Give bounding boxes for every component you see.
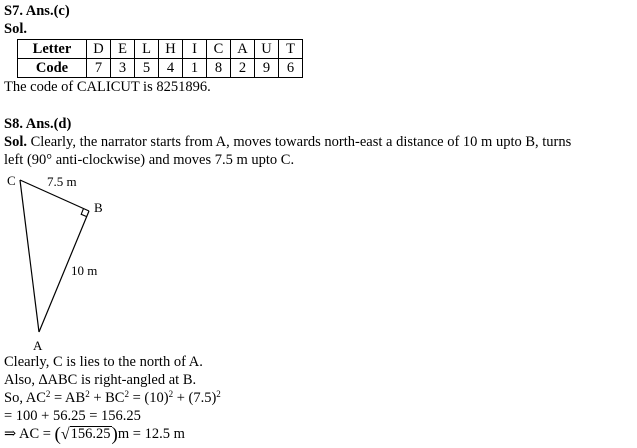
- table-cell: 9: [255, 59, 279, 78]
- eq1-sup: 2: [124, 389, 129, 399]
- table-cell: L: [135, 40, 159, 59]
- s8-line-clearly: Clearly, C is lies to the north of A.: [4, 354, 203, 370]
- close-paren: ): [111, 424, 118, 445]
- letter-code-table: [17, 39, 303, 78]
- table-row-letter: [18, 40, 303, 59]
- table-cell: T: [279, 40, 303, 59]
- table-cell: H: [159, 40, 183, 59]
- s8-line-also: Also, ∆ABC is right-angled at B.: [4, 372, 197, 388]
- s8-sol-line2: left (90° anti-clockwise) and moves 7.5 m upto C.: [4, 152, 295, 168]
- eq3-suffix: m = 12.5 m: [117, 426, 185, 442]
- eq1-part: = AB: [50, 390, 86, 406]
- s7-conclusion: The code of CALICUT is 8251896.: [4, 79, 211, 95]
- open-paren: (: [54, 424, 61, 445]
- triangle-diagram: [0, 170, 130, 352]
- vertex-label-a: A: [33, 338, 43, 352]
- vertex-label-b: B: [94, 200, 103, 215]
- table-cell: U: [255, 40, 279, 59]
- table-cell: 8: [207, 59, 231, 78]
- table-cell: C: [207, 40, 231, 59]
- radical-sign: √: [60, 426, 70, 443]
- length-label-ab: 10 m: [71, 263, 98, 278]
- radicand: 156.25: [70, 426, 111, 442]
- length-label-cb: 7.5 m: [47, 174, 77, 189]
- table-cell: D: [87, 40, 111, 59]
- s8-sol-line1: [4, 134, 571, 151]
- table-cell: 5: [135, 59, 159, 78]
- s8-equation-2: = 100 + 56.25 = 156.25: [4, 408, 141, 424]
- eq1-sup: 2: [168, 389, 174, 399]
- eq1-part: = (10): [128, 390, 169, 406]
- eq1-part: + BC: [89, 390, 125, 406]
- table-cell: 6: [279, 59, 303, 78]
- eq3-prefix: ⇒ AC =: [4, 426, 55, 442]
- s8-equation-1: [4, 390, 221, 407]
- table-cell: A: [231, 40, 255, 59]
- table-header-letter: Letter: [18, 40, 87, 59]
- eq1-sup: 2: [216, 389, 221, 399]
- eq1-part: + (7.5): [173, 390, 217, 406]
- table-row-code: [18, 59, 303, 78]
- table-cell: 7: [87, 59, 111, 78]
- eq1-part: So, AC: [4, 390, 46, 406]
- table-cell: 1: [183, 59, 207, 78]
- table-cell: I: [183, 40, 207, 59]
- table-cell: E: [111, 40, 135, 59]
- table-cell: 3: [111, 59, 135, 78]
- s7-sol-label: Sol.: [4, 21, 27, 37]
- s7-heading: S7. Ans.(c): [4, 3, 70, 19]
- s8-heading: S8. Ans.(d): [4, 116, 72, 132]
- segment-ac: [20, 180, 39, 332]
- table-cell: 2: [231, 59, 255, 78]
- eq1-sup: 2: [85, 389, 90, 399]
- s8-equation-3: [4, 426, 185, 443]
- table-header-code: Code: [18, 59, 87, 78]
- table-cell: 4: [159, 59, 183, 78]
- s8-sol-text1: Clearly, the narrator starts from A, moves towards north-east a distance of 10 m upto B, turns: [26, 134, 572, 150]
- vertex-label-c: C: [7, 173, 16, 188]
- eq1-sup: 2: [45, 389, 51, 399]
- s8-sol-label: Sol.: [4, 134, 27, 150]
